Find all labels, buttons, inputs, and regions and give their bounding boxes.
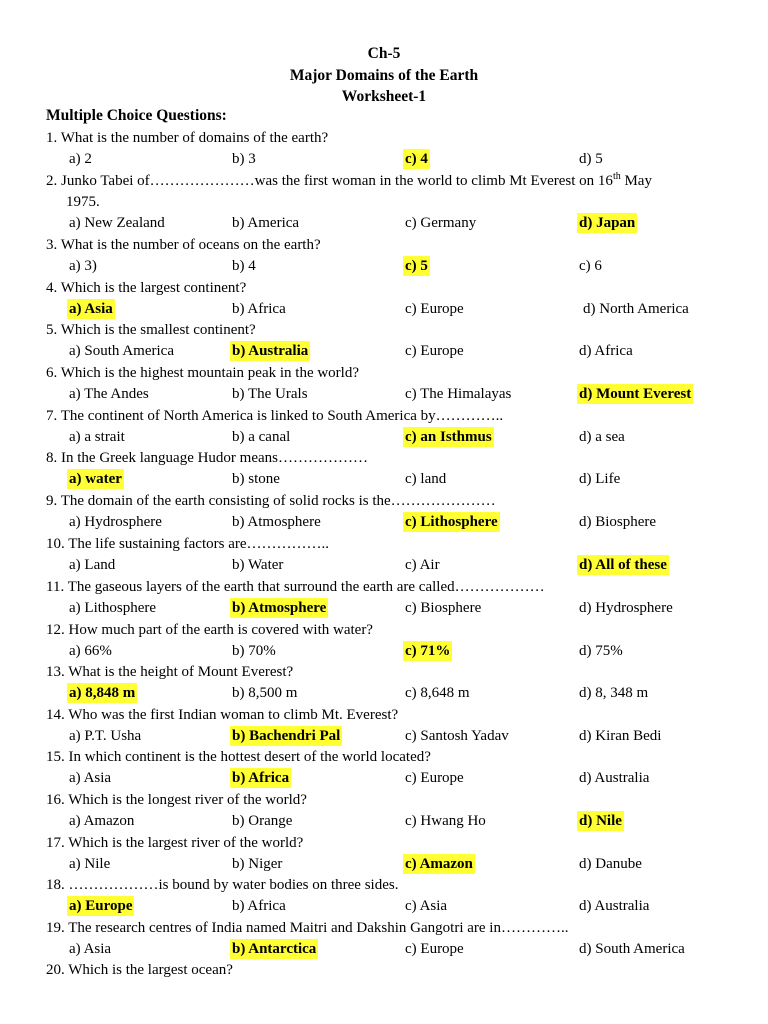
option-b-correct: b) Antarctica [232,941,317,957]
question-9 [46,491,746,511]
question-13 [46,662,746,682]
question-number: 17. [46,835,65,851]
option-a: a) Hydrosphere [69,514,162,530]
option-a: a) Asia [69,941,112,957]
option-a: a) South America [69,343,174,359]
question-text: Who was the first Indian woman to climb Mt. Everest? [68,707,399,723]
question-3 [46,235,746,255]
option-c: c) 8,648 m [405,685,470,701]
question-number: 16. [46,792,65,808]
question-12 [46,620,746,640]
option-c: c) land [405,471,447,487]
option-a-correct: a) water [69,471,122,487]
option-c-correct: c) Lithosphere [405,514,498,530]
option-c: c) Hwang Ho [405,813,486,829]
question-number: 20. [46,962,65,978]
option-c-correct: c) 5 [405,258,428,274]
option-c: c) Europe [405,343,464,359]
option-d: d) Biosphere [579,514,657,530]
option-b: b) The Urals [232,386,308,402]
option-c: c) Europe [405,770,464,786]
option-b: b) Atmosphere [232,514,321,530]
question-text: What is the number of domains of the earth? [60,130,329,146]
option-c-correct: c) an Isthmus [405,429,492,445]
question-text: In the Greek language Hudor means……………… [61,450,369,466]
question-number: 7. [46,408,58,424]
question-14 [46,705,746,725]
question-text-continued: 1975. [66,194,100,210]
option-b-correct: b) Australia [232,343,309,359]
question-text: Junko Tabei of…………………was the first woman in the world to climb Mt Everest on 16 [61,173,613,189]
question-number: 12. [46,622,65,638]
option-d: d) Africa [579,343,633,359]
question-number: 1. [46,130,58,146]
question-number: 10. [46,536,65,552]
question-number: 13. [46,664,65,680]
option-a: a) Asia [69,770,112,786]
question-number: 18. [46,877,65,893]
question-16 [46,790,746,810]
option-a: a) New Zealand [69,215,165,231]
option-b-correct: b) Africa [232,770,290,786]
question-text: ………………is bound by water bodies on three sides. [68,877,399,893]
question-number: 6. [46,365,58,381]
option-b: b) stone [232,471,280,487]
question-number: 15. [46,749,65,765]
worksheet-number: Worksheet-1 [341,88,427,105]
option-b: b) Africa [232,898,286,914]
option-b: b) Water [232,557,284,573]
question-19 [46,918,746,938]
question-text: The gaseous layers of the earth that surround the earth are called……………… [67,579,545,595]
option-c: c) Europe [405,301,464,317]
option-b: b) Africa [232,301,286,317]
option-b: b) 3 [232,151,256,167]
option-a: a) a strait [69,429,125,445]
question-text: Which is the largest river of the world? [68,835,304,851]
section-title: Multiple Choice Questions: [46,107,227,124]
question-number: 5. [46,322,58,338]
worksheet-title: Major Domains of the Earth [289,67,479,84]
option-a: a) Lithosphere [69,600,157,616]
option-d: d) 8, 348 m [579,685,649,701]
option-a: a) P.T. Usha [69,728,142,744]
option-c: c) Europe [405,941,464,957]
option-c: c) Santosh Yadav [405,728,509,744]
question-text: In which continent is the hottest desert of the world located? [68,749,431,765]
option-b: b) 4 [232,258,256,274]
option-b: b) a canal [232,429,291,445]
option-d: d) Danube [579,856,642,872]
option-d: d) Hydrosphere [579,600,673,616]
option-a: a) Nile [69,856,111,872]
question-number: 8. [46,450,58,466]
question-7 [46,406,746,426]
question-5 [46,320,746,340]
option-a: a) Amazon [69,813,135,829]
question-number: 2. [46,173,58,189]
question-text: How much part of the earth is covered with water? [68,622,373,638]
option-b: b) Orange [232,813,293,829]
option-d-correct: d) All of these [579,557,667,573]
option-b-correct: b) Atmosphere [232,600,327,616]
option-c-correct: c) 71% [405,643,451,659]
option-d: d) South America [579,941,685,957]
question-number: 4. [46,280,58,296]
question-number: 19. [46,920,65,936]
option-d-correct: d) Mount Everest [579,386,692,402]
option-d: d) a sea [579,429,625,445]
option-a: a) The Andes [69,386,149,402]
option-d: d) 5 [579,151,603,167]
option-a: a) 3) [69,258,97,274]
question-number: 9. [46,493,58,509]
question-4 [46,278,746,298]
option-d: d) Kiran Bedi [579,728,662,744]
option-b: b) America [232,215,300,231]
question-1 [46,128,746,148]
option-c-correct: c) Amazon [405,856,473,872]
question-text: Which is the longest river of the world? [68,792,307,808]
question-18 [46,875,746,895]
question-8 [46,448,746,468]
question-text: Which is the smallest continent? [60,322,256,338]
option-a-correct: a) Asia [69,301,113,317]
question-text: Which is the largest continent? [60,280,247,296]
question-text: What is the height of Mount Everest? [68,664,294,680]
option-c: c) Asia [405,898,448,914]
option-b: b) 70% [232,643,276,659]
question-17 [46,833,746,853]
question-number: 3. [46,237,58,253]
option-d: d) Australia [579,770,650,786]
option-a: a) 66% [69,643,112,659]
question-10 [46,534,746,554]
question-2 [46,171,746,191]
option-c: c) The Himalayas [405,386,512,402]
option-b: b) 8,500 m [232,685,298,701]
question-number: 14. [46,707,65,723]
option-c-correct: c) 4 [405,151,428,167]
question-6 [46,363,746,383]
question-text-end: May [620,173,652,189]
option-d: d) North America [583,301,689,317]
option-b-correct: b) Bachendri Pal [232,728,341,744]
option-c: c) Biosphere [405,600,482,616]
question-text: Which is the largest ocean? [68,962,233,978]
option-a: a) 2 [69,151,92,167]
question-number: 11. [46,579,65,595]
option-d: d) Life [579,471,621,487]
option-a-correct: a) 8,848 m [69,685,136,701]
option-b: b) Niger [232,856,283,872]
option-c: c) Germany [405,215,477,231]
question-20 [46,960,746,980]
option-d: d) 75% [579,643,623,659]
question-11 [46,577,746,597]
chapter-label: Ch-5 [367,45,401,62]
option-d: c) 6 [579,258,602,274]
option-c: c) Air [405,557,440,573]
option-a-correct: a) Europe [69,898,133,914]
question-text: What is the number of oceans on the earth? [60,237,321,253]
question-text: The continent of North America is linked to South America by………….. [60,408,504,424]
question-15 [46,747,746,767]
question-text: The life sustaining factors are…………….. [68,536,329,552]
question-superscript: th [612,171,621,182]
option-d: d) Australia [579,898,650,914]
question-text: Which is the highest mountain peak in the world? [60,365,359,381]
question-text: The domain of the earth consisting of solid rocks is the………………… [60,493,496,509]
question-text: The research centres of India named Maitri and Dakshin Gangotri are in………….. [68,920,569,936]
option-d-correct: d) Japan [579,215,636,231]
option-a: a) Land [69,557,116,573]
option-d-correct: d) Nile [579,813,622,829]
